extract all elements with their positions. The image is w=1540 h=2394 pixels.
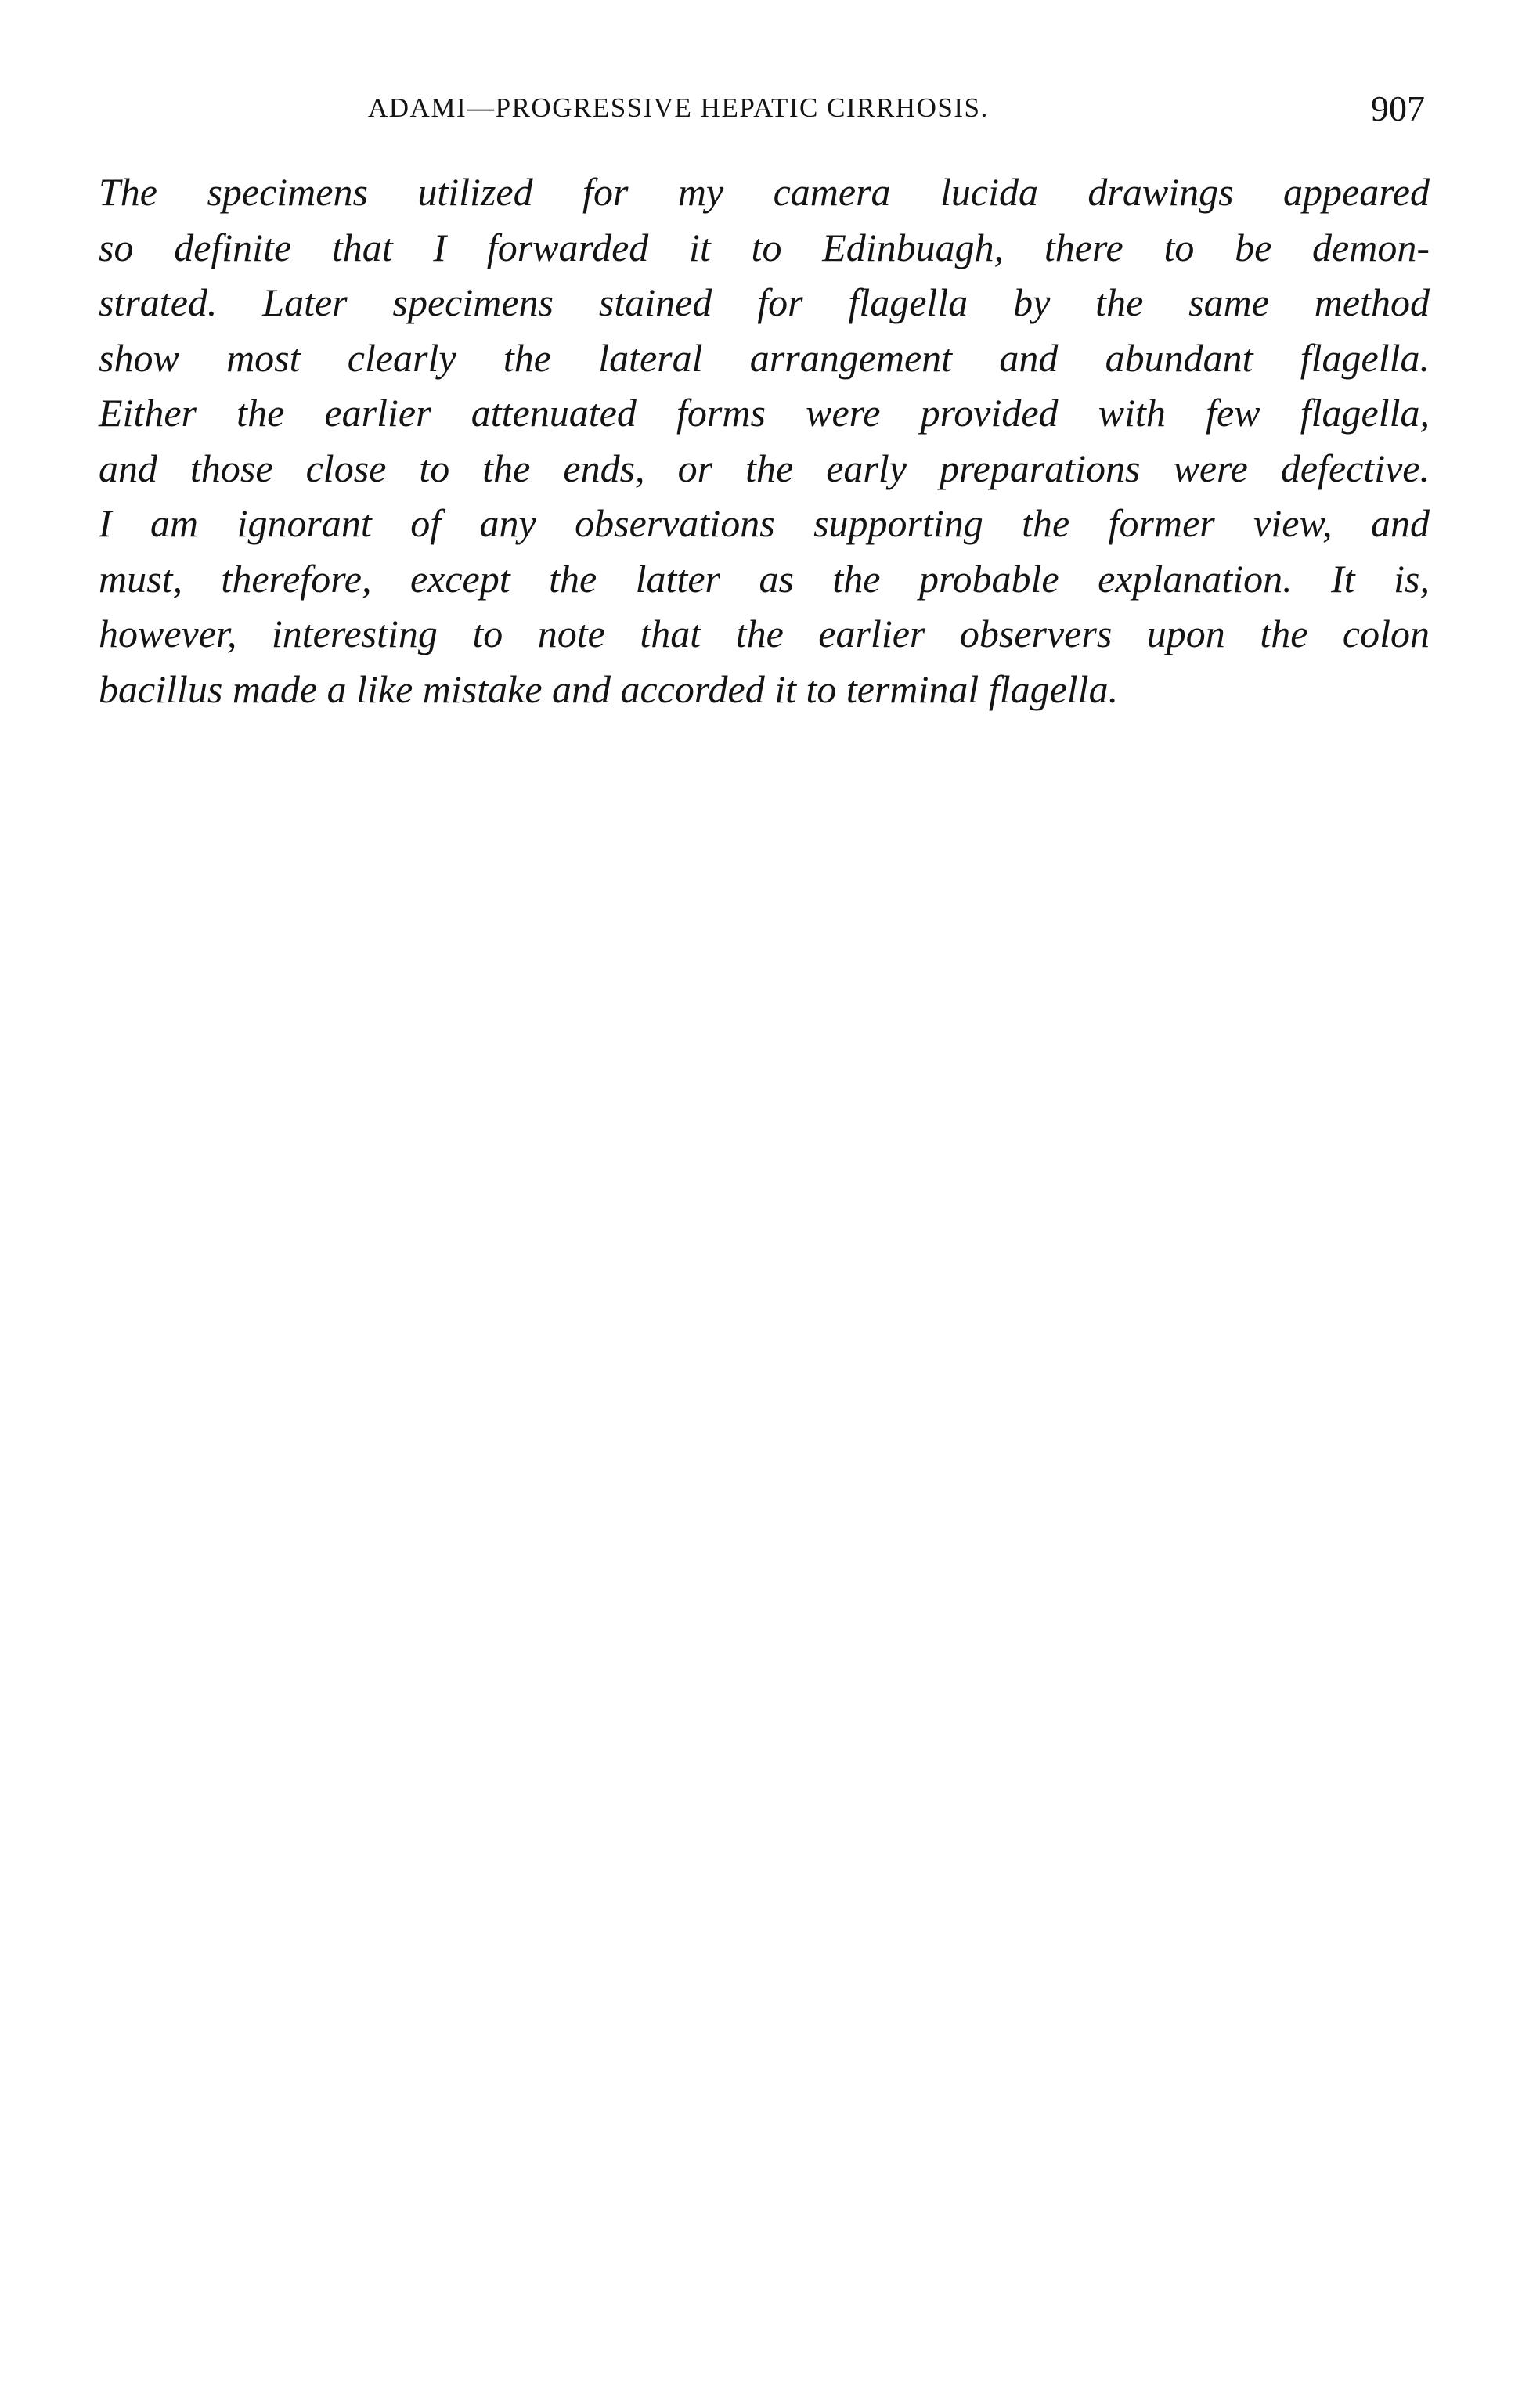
- body-paragraph: [99, 164, 1430, 717]
- text-line: and those close to the ends, or the early preparations were defective.: [99, 446, 1430, 490]
- text-line: bacillus made a like mistake and accorded it to terminal flagella.: [99, 666, 1119, 711]
- text-line: strated. Later specimens stained for flagella by the same method: [99, 280, 1430, 324]
- text-line: I am ignorant of any observations supporting the former view, and: [99, 501, 1430, 545]
- text-line: however, interesting to note that the earlier observers upon the colon: [99, 612, 1430, 655]
- text-line: so definite that I forwarded it to Edinbuagh, there to be demon-: [99, 225, 1430, 269]
- text-line: show most clearly the lateral arrangement and abundant flagella.: [99, 335, 1430, 380]
- running-head: [368, 88, 1425, 135]
- text-line: The specimens utilized for my camera lucida drawings appeared: [99, 170, 1430, 214]
- text-line: Either the earlier attenuated forms were provided with few flagella,: [99, 391, 1430, 435]
- text-line: must, therefore, except the latter as the probable explanation. It is,: [99, 556, 1430, 601]
- page-number: 907: [1371, 88, 1425, 128]
- running-title: ADAMI—PROGRESSIVE HEPATIC CIRRHOSIS.: [368, 92, 989, 123]
